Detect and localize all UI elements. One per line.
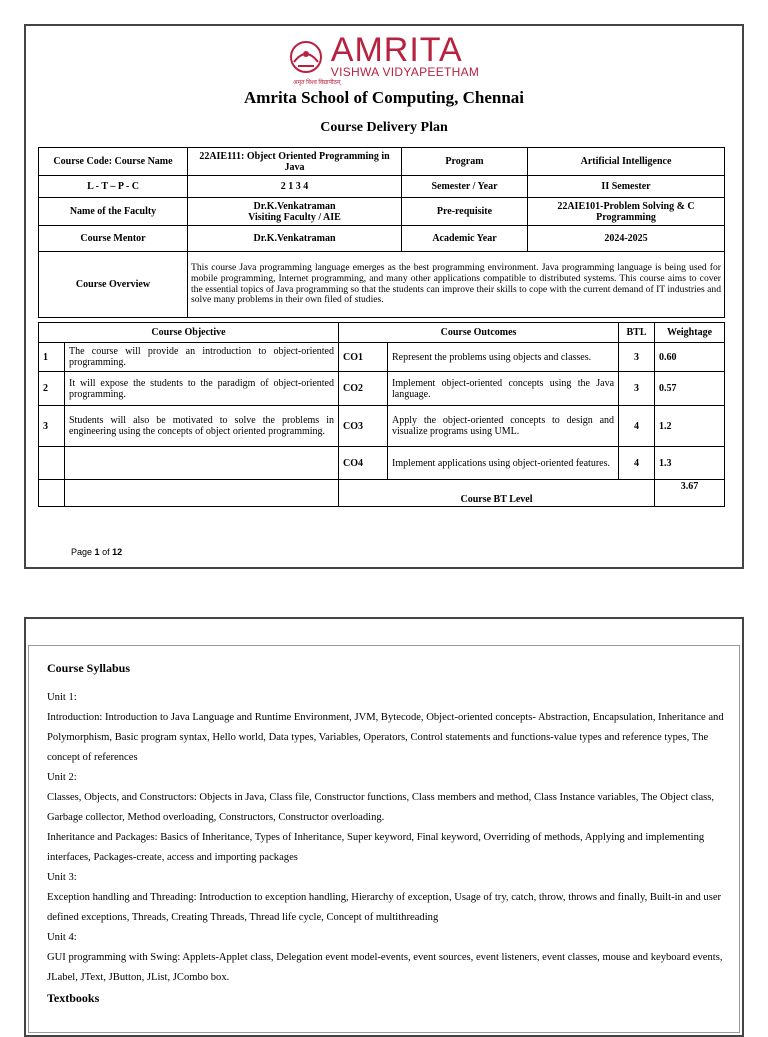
document-page-1 bbox=[24, 24, 744, 569]
table-row bbox=[39, 176, 725, 198]
year-value: 2024-2025 bbox=[528, 226, 725, 252]
co-code: CO3 bbox=[339, 406, 388, 447]
amrita-emblem-icon bbox=[289, 40, 323, 74]
of-word: of bbox=[102, 547, 110, 557]
weightage-value: 1.2 bbox=[655, 406, 725, 447]
page-footer bbox=[71, 547, 122, 557]
btl-value: 4 bbox=[619, 447, 655, 480]
faculty-name: Dr.K.Venkatraman bbox=[253, 200, 336, 212]
co-code: CO2 bbox=[339, 372, 388, 406]
co-code: CO1 bbox=[339, 343, 388, 372]
weightage-value: 0.60 bbox=[655, 343, 725, 372]
prereq-label: Pre-requisite bbox=[402, 198, 528, 226]
objective-number: 2 bbox=[39, 372, 65, 406]
ltpc-label: L - T – P - C bbox=[39, 176, 188, 198]
logo-script-text: अमृत विश्व विद्यापीठम् bbox=[293, 80, 341, 86]
prereq-value: 22AIE101-Problem Solving & C Programming bbox=[528, 198, 725, 226]
weightage-value: 1.3 bbox=[655, 447, 725, 480]
outcome-text: Implement object-oriented concepts using the Java language. bbox=[388, 372, 619, 406]
year-label: Academic Year bbox=[402, 226, 528, 252]
btl-header: BTL bbox=[619, 323, 655, 343]
syllabus-section bbox=[47, 658, 725, 1008]
btl-value: 3 bbox=[619, 343, 655, 372]
table-row bbox=[39, 480, 725, 507]
objective-number bbox=[39, 447, 65, 480]
program-label: Program bbox=[402, 148, 528, 176]
outcome-text: Represent the problems using objects and classes. bbox=[388, 343, 619, 372]
bt-level-value: 3.67 bbox=[655, 480, 725, 507]
outcome-text: Implement applications using object-oriented features. bbox=[388, 447, 619, 480]
co-code: CO4 bbox=[339, 447, 388, 480]
outcomes-header: Course Outcomes bbox=[339, 323, 619, 343]
objective-text: It will expose the students to the paradigm of object-oriented programming. bbox=[65, 372, 339, 406]
table-row bbox=[39, 323, 725, 343]
unit4-text: GUI programming with Swing: Applets-Applet class, Delegation event model-events, event sources, event listeners, event classes, mouse and keyboard events, JLabel, JText, JButton, JList, JCombo box. bbox=[47, 952, 723, 983]
mentor-value: Dr.K.Venkatraman bbox=[188, 226, 402, 252]
unit2-text-b: Inheritance and Packages: Basics of Inheritance, Types of Inheritance, Super keyword, Final keyword, Overriding of methods, Applying and implementing interfaces, Packages-create, access and importing packages bbox=[47, 832, 705, 863]
unit3-text: Exception handling and Threading: Introduction to exception handling, Hierarchy of exception, Usage of try, catch, throw, throws and finally, Built-in and user defined exceptions, Threads, Creating Threads, Thread life cycle, Concept of multithreading bbox=[47, 892, 722, 923]
mentor-label: Course Mentor bbox=[39, 226, 188, 252]
unit2-title: Unit 2: bbox=[47, 772, 77, 783]
empty-cell bbox=[39, 480, 65, 507]
page-number: 1 bbox=[94, 547, 100, 557]
unit1-text: Introduction: Introduction to Java Language and Runtime Environment, JVM, Bytecode, Object-oriented concepts- Abstraction, Encapsulation, Inheritance and Polymorphism, Basic program syntax, Hello world, Data types, Variables, Operators, Control statements and functions-value types and reference types, The concept of references bbox=[47, 712, 724, 763]
overview-text: This course Java programming language emerges as the best programming environment. Java programming language is being used for mobile programming, Internet programming, and many other applications compatible to distributed systems. This course aims to cover the essential topics of Java programming so that the students can improve their skills to cope with the current demand of IT industries and solve many problems in their own filed of studies. bbox=[188, 252, 725, 318]
ltpc-value: 2 1 3 4 bbox=[188, 176, 402, 198]
plan-title: Course Delivery Plan bbox=[320, 120, 448, 135]
objective-number: 3 bbox=[39, 406, 65, 447]
faculty-label: Name of the Faculty bbox=[39, 198, 188, 226]
program-value: Artificial Intelligence bbox=[528, 148, 725, 176]
table-row bbox=[39, 447, 725, 480]
table-row bbox=[39, 406, 725, 447]
syllabus-heading: Course Syllabus bbox=[47, 661, 131, 675]
unit4-title: Unit 4: bbox=[47, 932, 77, 943]
faculty-role: Visiting Faculty / AIE bbox=[248, 211, 341, 223]
btl-value: 3 bbox=[619, 372, 655, 406]
course-outcomes-table bbox=[38, 322, 725, 507]
objective-text: The course will provide an introduction to object-oriented programming. bbox=[65, 343, 339, 372]
table-row bbox=[39, 372, 725, 406]
semester-label: Semester / Year bbox=[402, 176, 528, 198]
weightage-header: Weightage bbox=[655, 323, 725, 343]
faculty-value bbox=[188, 198, 402, 226]
overview-label: Course Overview bbox=[39, 252, 188, 318]
table-row bbox=[39, 343, 725, 372]
weightage-value: 0.57 bbox=[655, 372, 725, 406]
bt-level-label: Course BT Level bbox=[339, 480, 655, 507]
course-code-label: Course Code: Course Name bbox=[39, 148, 188, 176]
table-row bbox=[39, 252, 725, 318]
objective-text: Students will also be motivated to solve the problems in engineering using the concepts of object oriented programming. bbox=[65, 406, 339, 447]
logo-tagline: VISHWA VIDYAPEETHAM bbox=[330, 65, 480, 79]
objective-number: 1 bbox=[39, 343, 65, 372]
objective-header: Course Objective bbox=[39, 323, 339, 343]
table-row bbox=[39, 148, 725, 176]
page-word: Page bbox=[71, 547, 93, 557]
table-row bbox=[39, 198, 725, 226]
empty-cell bbox=[65, 480, 339, 507]
unit1-title: Unit 1: bbox=[47, 692, 77, 703]
unit2-text-a: Classes, Objects, and Constructors: Objects in Java, Class file, Constructor functions, Class members and method, Class Instance variables, The Object class, Garbage collector, Method overloading, Constructors, Constructor overloading. bbox=[47, 792, 715, 823]
content-frame bbox=[28, 645, 740, 1033]
amrita-logo bbox=[26, 31, 742, 86]
unit3-title: Unit 3: bbox=[47, 872, 77, 883]
logo-name: AMRITA bbox=[330, 31, 463, 69]
outcome-text: Apply the object-oriented concepts to design and visualize programs using UML. bbox=[388, 406, 619, 447]
school-title: Amrita School of Computing, Chennai bbox=[243, 88, 525, 107]
page-total: 12 bbox=[112, 547, 123, 557]
document-page-2 bbox=[24, 617, 744, 1037]
textbooks-heading: Textbooks bbox=[47, 991, 100, 1005]
table-row bbox=[39, 226, 725, 252]
semester-value: II Semester bbox=[528, 176, 725, 198]
course-info-table bbox=[38, 147, 725, 318]
btl-value: 4 bbox=[619, 406, 655, 447]
objective-text bbox=[65, 447, 339, 480]
course-code-value: 22AIE111: Object Oriented Programming in Java bbox=[188, 148, 402, 176]
